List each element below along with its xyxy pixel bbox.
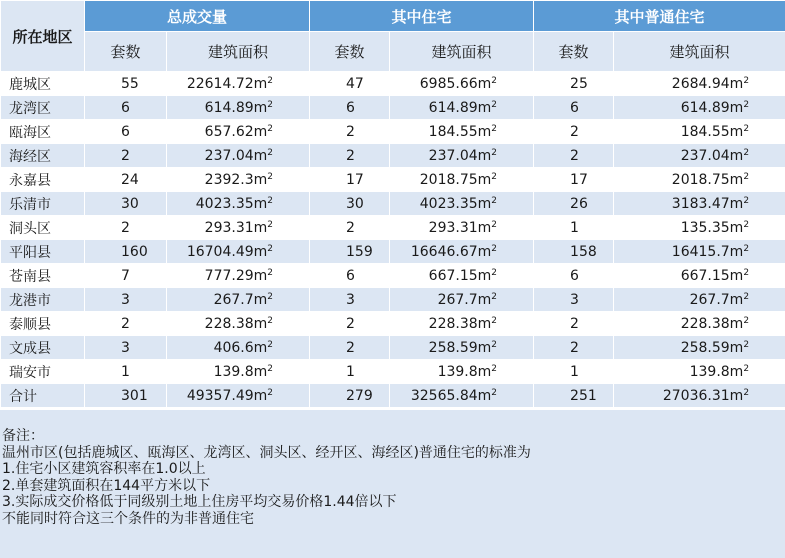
area-unit-superscript: 2 <box>743 75 750 86</box>
ord-count-cell: 2 <box>534 336 614 360</box>
res-count-cell: 3 <box>310 288 390 312</box>
region-cell: 苍南县 <box>1 264 85 288</box>
table-body <box>1 72 785 408</box>
total-count-cell: 6 <box>85 96 167 120</box>
group-header-residential: 其中住宅 <box>310 1 534 32</box>
total-count-cell: 2 <box>85 216 167 240</box>
ord-area-cell <box>614 384 785 408</box>
column-header-total-count: 套数 <box>85 32 167 72</box>
res-count-cell: 2 <box>310 336 390 360</box>
res-count-cell: 2 <box>310 144 390 168</box>
area-value: 258.59m <box>428 339 492 356</box>
res-count-cell: 6 <box>310 264 390 288</box>
total-area-cell <box>167 192 310 216</box>
area-unit-superscript: 2 <box>267 339 274 350</box>
ord-area-cell <box>614 336 785 360</box>
notes-scope-line: 温州市区(包括鹿城区、瓯海区、龙湾区、洞头区、经开区、海经区)普通住宅的标准为 <box>2 444 531 461</box>
area-unit-superscript: 2 <box>491 315 498 326</box>
ord-count-cell: 1 <box>534 216 614 240</box>
region-cell: 乐清市 <box>1 192 85 216</box>
header-row-groups <box>1 1 785 32</box>
res-count-cell: 17 <box>310 168 390 192</box>
area-unit-superscript: 2 <box>743 315 750 326</box>
ord-count-cell: 26 <box>534 192 614 216</box>
total-area-cell <box>167 72 310 96</box>
column-header-res-count: 套数 <box>310 32 390 72</box>
ord-area-cell <box>614 216 785 240</box>
area-value: 139.8m <box>213 363 268 380</box>
area-value: 237.04m <box>204 147 268 164</box>
area-unit-superscript: 2 <box>491 171 498 182</box>
region-cell: 洞头区 <box>1 216 85 240</box>
notes-criterion-3: 3.实际成交价格低于同级别土地上住房平均交易价格1.44倍以下 <box>2 494 397 510</box>
region-cell: 平阳县 <box>1 240 85 264</box>
area-unit-superscript: 2 <box>491 363 498 374</box>
group-header-total: 总成交量 <box>85 1 310 32</box>
region-cell: 泰顺县 <box>1 312 85 336</box>
ord-count-cell: 25 <box>534 72 614 96</box>
area-value: 2018.75m <box>671 171 744 188</box>
region-cell: 海经区 <box>1 144 85 168</box>
area-unit-superscript: 2 <box>743 339 750 350</box>
ord-count-cell: 158 <box>534 240 614 264</box>
ord-area-cell <box>614 72 785 96</box>
total-area-cell <box>167 336 310 360</box>
area-unit-superscript: 2 <box>267 99 274 110</box>
res-count-cell: 2 <box>310 120 390 144</box>
res-area-cell <box>390 360 534 384</box>
area-unit-superscript: 2 <box>743 123 750 134</box>
ord-count-cell: 3 <box>534 288 614 312</box>
area-unit-superscript: 2 <box>491 243 498 254</box>
res-count-cell: 47 <box>310 72 390 96</box>
area-unit-superscript: 2 <box>267 147 274 158</box>
area-value: 267.7m <box>689 291 744 308</box>
ord-area-cell <box>614 312 785 336</box>
area-value: 614.89m <box>204 99 268 116</box>
area-unit-superscript: 2 <box>491 99 498 110</box>
area-unit-superscript: 2 <box>267 75 274 86</box>
area-unit-superscript: 2 <box>743 267 750 278</box>
region-cell: 合计 <box>1 384 85 408</box>
total-area-cell <box>167 264 310 288</box>
area-value: 667.15m <box>428 267 492 284</box>
res-area-cell <box>390 288 534 312</box>
total-count-cell: 55 <box>85 72 167 96</box>
region-cell: 瓯海区 <box>1 120 85 144</box>
area-unit-superscript: 2 <box>743 171 750 182</box>
res-count-cell: 1 <box>310 360 390 384</box>
area-value: 406.6m <box>213 339 268 356</box>
table-row <box>1 360 785 384</box>
total-count-cell: 24 <box>85 168 167 192</box>
total-count-cell: 2 <box>85 312 167 336</box>
total-count-cell: 160 <box>85 240 167 264</box>
area-value: 228.38m <box>680 315 744 332</box>
notes-criterion-2: 2.单套建筑面积在144平方米以下 <box>2 477 211 494</box>
column-header-ord-count: 套数 <box>534 32 614 72</box>
res-area-cell <box>390 96 534 120</box>
res-area-cell <box>390 264 534 288</box>
area-unit-superscript: 2 <box>491 339 498 350</box>
res-count-cell: 30 <box>310 192 390 216</box>
area-value: 228.38m <box>428 315 492 332</box>
ord-count-cell: 2 <box>534 120 614 144</box>
total-count-cell: 6 <box>85 120 167 144</box>
area-value: 657.62m <box>204 123 268 140</box>
res-area-cell <box>390 216 534 240</box>
area-unit-superscript: 2 <box>267 123 274 134</box>
area-unit-superscript: 2 <box>267 219 274 230</box>
area-value: 16646.67m <box>410 243 492 260</box>
ord-area-cell <box>614 288 785 312</box>
total-area-cell <box>167 120 310 144</box>
area-value: 228.38m <box>204 315 268 332</box>
region-cell: 龙湾区 <box>1 96 85 120</box>
total-row <box>1 384 785 408</box>
region-cell: 龙港市 <box>1 288 85 312</box>
ord-area-cell <box>614 192 785 216</box>
ord-area-cell <box>614 144 785 168</box>
table-row <box>1 336 785 360</box>
total-count-cell: 30 <box>85 192 167 216</box>
res-area-cell <box>390 312 534 336</box>
ord-count-cell: 2 <box>534 312 614 336</box>
area-value: 135.35m <box>680 219 744 236</box>
area-value: 614.89m <box>680 99 744 116</box>
total-area-cell <box>167 168 310 192</box>
area-unit-superscript: 2 <box>743 243 750 254</box>
ord-area-cell <box>614 240 785 264</box>
area-unit-superscript: 2 <box>267 243 274 254</box>
area-unit-superscript: 2 <box>743 387 750 398</box>
region-cell: 鹿城区 <box>1 72 85 96</box>
area-value: 267.7m <box>437 291 492 308</box>
area-unit-superscript: 2 <box>743 363 750 374</box>
area-value: 237.04m <box>680 147 744 164</box>
area-unit-superscript: 2 <box>267 363 274 374</box>
res-count-cell: 279 <box>310 384 390 408</box>
ord-area-cell <box>614 264 785 288</box>
res-area-cell <box>390 168 534 192</box>
res-area-cell <box>390 384 534 408</box>
area-value: 2018.75m <box>419 171 492 188</box>
notes-conclusion: 不能同时符合这三个条件的为非普通住宅 <box>2 510 254 527</box>
header-row-columns <box>1 32 785 72</box>
ord-area-cell <box>614 96 785 120</box>
table-row <box>1 264 785 288</box>
area-unit-superscript: 2 <box>491 219 498 230</box>
area-unit-superscript: 2 <box>267 195 274 206</box>
res-area-cell <box>390 120 534 144</box>
total-count-cell: 1 <box>85 360 167 384</box>
area-value: 4023.35m <box>195 195 268 212</box>
area-unit-superscript: 2 <box>267 387 274 398</box>
area-unit-superscript: 2 <box>743 219 750 230</box>
total-count-cell: 3 <box>85 336 167 360</box>
area-value: 6985.66m <box>419 75 492 92</box>
area-value: 16415.7m <box>671 243 744 260</box>
ord-count-cell: 6 <box>534 264 614 288</box>
area-unit-superscript: 2 <box>491 147 498 158</box>
total-count-cell: 2 <box>85 144 167 168</box>
area-value: 667.15m <box>680 267 744 284</box>
table-row <box>1 312 785 336</box>
table-row <box>1 240 785 264</box>
area-value: 184.55m <box>428 123 492 140</box>
area-unit-superscript: 2 <box>743 195 750 206</box>
table-row <box>1 288 785 312</box>
area-value: 27036.31m <box>662 387 744 404</box>
table-row <box>1 96 785 120</box>
area-unit-superscript: 2 <box>491 195 498 206</box>
res-area-cell <box>390 192 534 216</box>
table-row <box>1 120 785 144</box>
area-value: 49357.49m <box>186 387 268 404</box>
area-value: 4023.35m <box>419 195 492 212</box>
ord-count-cell: 17 <box>534 168 614 192</box>
region-column-header: 所在地区 <box>1 1 85 72</box>
area-value: 258.59m <box>680 339 744 356</box>
total-count-cell: 3 <box>85 288 167 312</box>
area-value: 3183.47m <box>671 195 744 212</box>
area-value: 2684.94m <box>671 75 744 92</box>
area-unit-superscript: 2 <box>743 99 750 110</box>
area-unit-superscript: 2 <box>491 123 498 134</box>
res-count-cell: 6 <box>310 96 390 120</box>
total-area-cell <box>167 240 310 264</box>
res-area-cell <box>390 72 534 96</box>
area-unit-superscript: 2 <box>267 315 274 326</box>
area-value: 293.31m <box>204 219 268 236</box>
table-row <box>1 144 785 168</box>
table-row <box>1 72 785 96</box>
area-value: 16704.49m <box>186 243 268 260</box>
area-value: 22614.72m <box>186 75 268 92</box>
area-unit-superscript: 2 <box>743 291 750 302</box>
total-area-cell <box>167 312 310 336</box>
table-row <box>1 216 785 240</box>
area-value: 237.04m <box>428 147 492 164</box>
area-value: 293.31m <box>428 219 492 236</box>
group-header-ordinary-residential: 其中普通住宅 <box>534 1 785 32</box>
column-header-res-area: 建筑面积 <box>390 32 534 72</box>
res-area-cell <box>390 240 534 264</box>
area-value: 2392.3m <box>204 171 268 188</box>
area-unit-superscript: 2 <box>491 387 498 398</box>
notes-criterion-1: 1.住宅小区建筑容积率在1.0以上 <box>2 461 206 477</box>
total-area-cell <box>167 360 310 384</box>
total-area-cell <box>167 384 310 408</box>
area-value: 139.8m <box>437 363 492 380</box>
ord-area-cell <box>614 120 785 144</box>
notes-title: 备注： <box>2 428 44 444</box>
area-unit-superscript: 2 <box>267 171 274 182</box>
area-unit-superscript: 2 <box>743 147 750 158</box>
area-value: 184.55m <box>680 123 744 140</box>
total-area-cell <box>167 144 310 168</box>
column-header-ord-area: 建筑面积 <box>614 32 785 72</box>
area-unit-superscript: 2 <box>491 291 498 302</box>
total-count-cell: 301 <box>85 384 167 408</box>
area-unit-superscript: 2 <box>491 267 498 278</box>
res-area-cell <box>390 144 534 168</box>
ord-count-cell: 6 <box>534 96 614 120</box>
table-row <box>1 168 785 192</box>
area-value: 777.29m <box>204 267 268 284</box>
res-count-cell: 2 <box>310 216 390 240</box>
area-value: 139.8m <box>689 363 744 380</box>
total-area-cell <box>167 288 310 312</box>
total-area-cell <box>167 96 310 120</box>
notes-panel <box>0 410 785 558</box>
table-row <box>1 192 785 216</box>
region-cell: 永嘉县 <box>1 168 85 192</box>
area-value: 614.89m <box>428 99 492 116</box>
res-count-cell: 2 <box>310 312 390 336</box>
area-value: 32565.84m <box>410 387 492 404</box>
res-count-cell: 159 <box>310 240 390 264</box>
ord-area-cell <box>614 360 785 384</box>
column-header-total-area: 建筑面积 <box>167 32 310 72</box>
total-area-cell <box>167 216 310 240</box>
region-cell: 瑞安市 <box>1 360 85 384</box>
total-count-cell: 7 <box>85 264 167 288</box>
ord-count-cell: 251 <box>534 384 614 408</box>
ord-count-cell: 2 <box>534 144 614 168</box>
area-value: 267.7m <box>213 291 268 308</box>
res-area-cell <box>390 336 534 360</box>
area-unit-superscript: 2 <box>491 75 498 86</box>
area-unit-superscript: 2 <box>267 267 274 278</box>
ord-count-cell: 1 <box>534 360 614 384</box>
area-unit-superscript: 2 <box>267 291 274 302</box>
region-cell: 文成县 <box>1 336 85 360</box>
ord-area-cell <box>614 168 785 192</box>
